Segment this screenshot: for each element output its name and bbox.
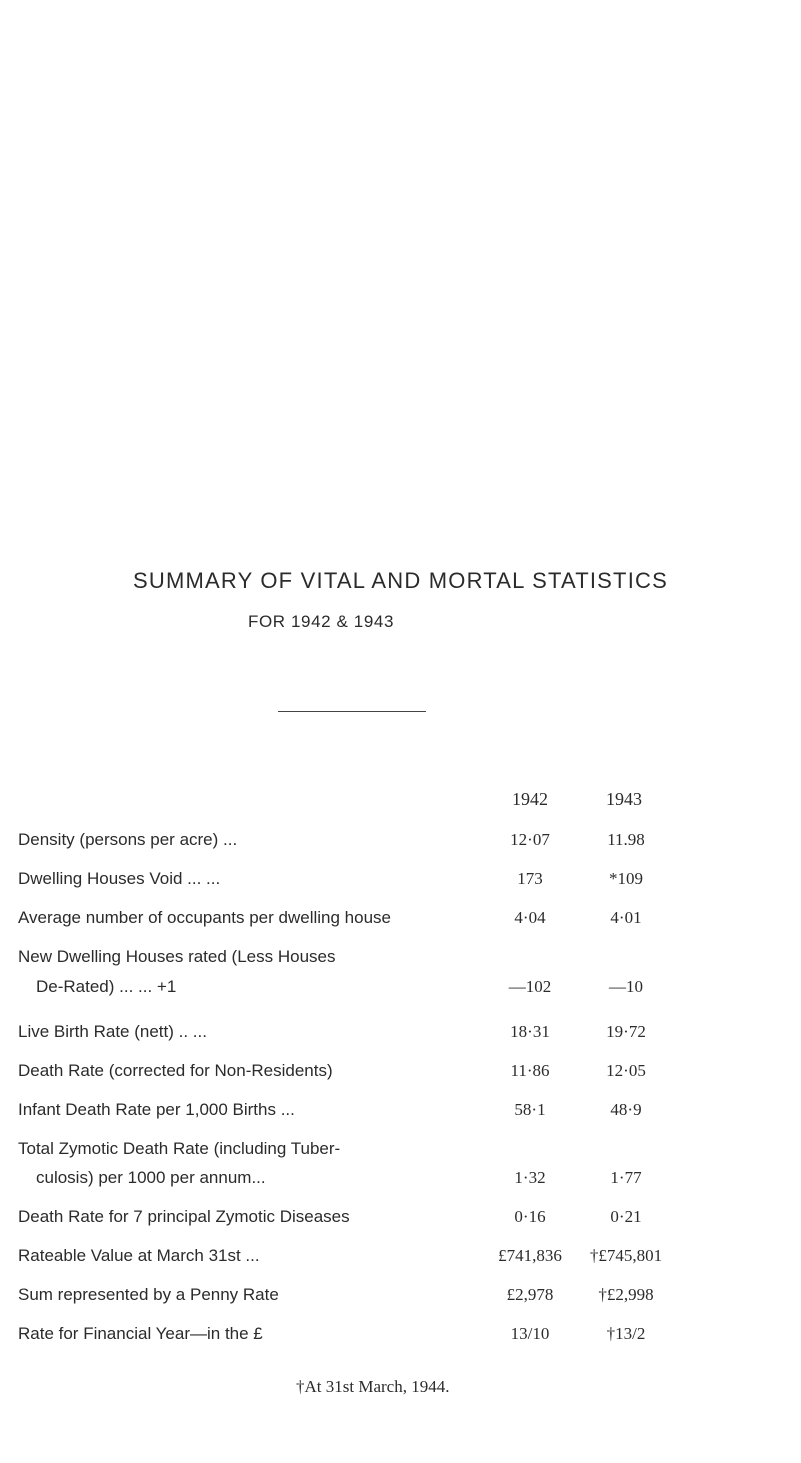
row-label: Average number of occupants per dwelling house [18,908,391,927]
value-1942: £741,836 [498,1246,562,1265]
table-row [18,1168,788,1194]
value-1943: 11.98 [607,830,645,849]
value-1943: †£2,998 [598,1285,654,1304]
value-1942: 1·32 [514,1168,546,1187]
table-row [18,830,788,856]
table-row [18,1324,788,1350]
value-1943: *109 [609,869,643,888]
divider [278,711,426,712]
row-label: Death Rate for 7 principal Zymotic Diseases [18,1207,350,1226]
row-label: Infant Death Rate per 1,000 Births ... [18,1100,295,1119]
value-1942: 0·16 [514,1207,546,1226]
row-label: De-Rated) ... ... +1 [36,977,177,996]
column-header-1942: 1942 [512,789,548,809]
table-row [18,1139,788,1165]
row-label: Rateable Value at March 31st ... [18,1246,260,1265]
table-row [18,1061,788,1087]
table-row [18,1285,788,1311]
table-row [18,1246,788,1272]
value-1943: †13/2 [606,1324,646,1343]
row-label: Sum represented by a Penny Rate [18,1285,279,1304]
value-1943: 0·21 [610,1207,642,1226]
value-1943: 4·01 [610,908,642,927]
row-label: New Dwelling Houses rated (Less Houses [18,947,336,966]
row-label: culosis) per 1000 per annum... [36,1168,266,1187]
value-1942: —102 [508,977,552,996]
column-header-1943: 1943 [606,789,642,809]
row-label: Live Birth Rate (nett) .. ... [18,1022,207,1041]
value-1943: 19·72 [606,1022,646,1041]
value-1942: 13/10 [510,1324,550,1343]
value-1942: £2,978 [506,1285,554,1304]
row-label: Death Rate (corrected for Non-Residents) [18,1061,333,1080]
row-label: Dwelling Houses Void ... ... [18,869,221,888]
table-row [18,869,788,895]
row-label: Density (persons per acre) ... [18,830,238,849]
value-1943: 1·77 [610,1168,642,1187]
table-row [18,1207,788,1233]
row-label: Total Zymotic Death Rate (including Tuber- [18,1139,341,1158]
value-1942: 18·31 [510,1022,550,1041]
footnote: †At 31st March, 1944. [296,1377,450,1396]
value-1942: 173 [517,869,543,888]
value-1942: 58·1 [514,1100,546,1119]
page-subtitle: FOR 1942 & 1943 [248,612,395,631]
value-1942: 12·07 [510,830,550,849]
table-row [18,977,788,1003]
row-label: Rate for Financial Year—in the £ [18,1324,263,1343]
table-row [18,1100,788,1126]
page-title: SUMMARY OF VITAL AND MORTAL STATISTICS [133,568,668,593]
value-1942: 4·04 [514,908,546,927]
table-row [18,947,788,973]
table-row [18,1022,788,1048]
value-1943: —10 [609,977,643,996]
value-1943: 12·05 [606,1061,646,1080]
table-row [18,908,788,934]
value-1943: †£745,801 [589,1246,663,1265]
value-1943: 48·9 [610,1100,642,1119]
value-1942: 11·86 [510,1061,550,1080]
